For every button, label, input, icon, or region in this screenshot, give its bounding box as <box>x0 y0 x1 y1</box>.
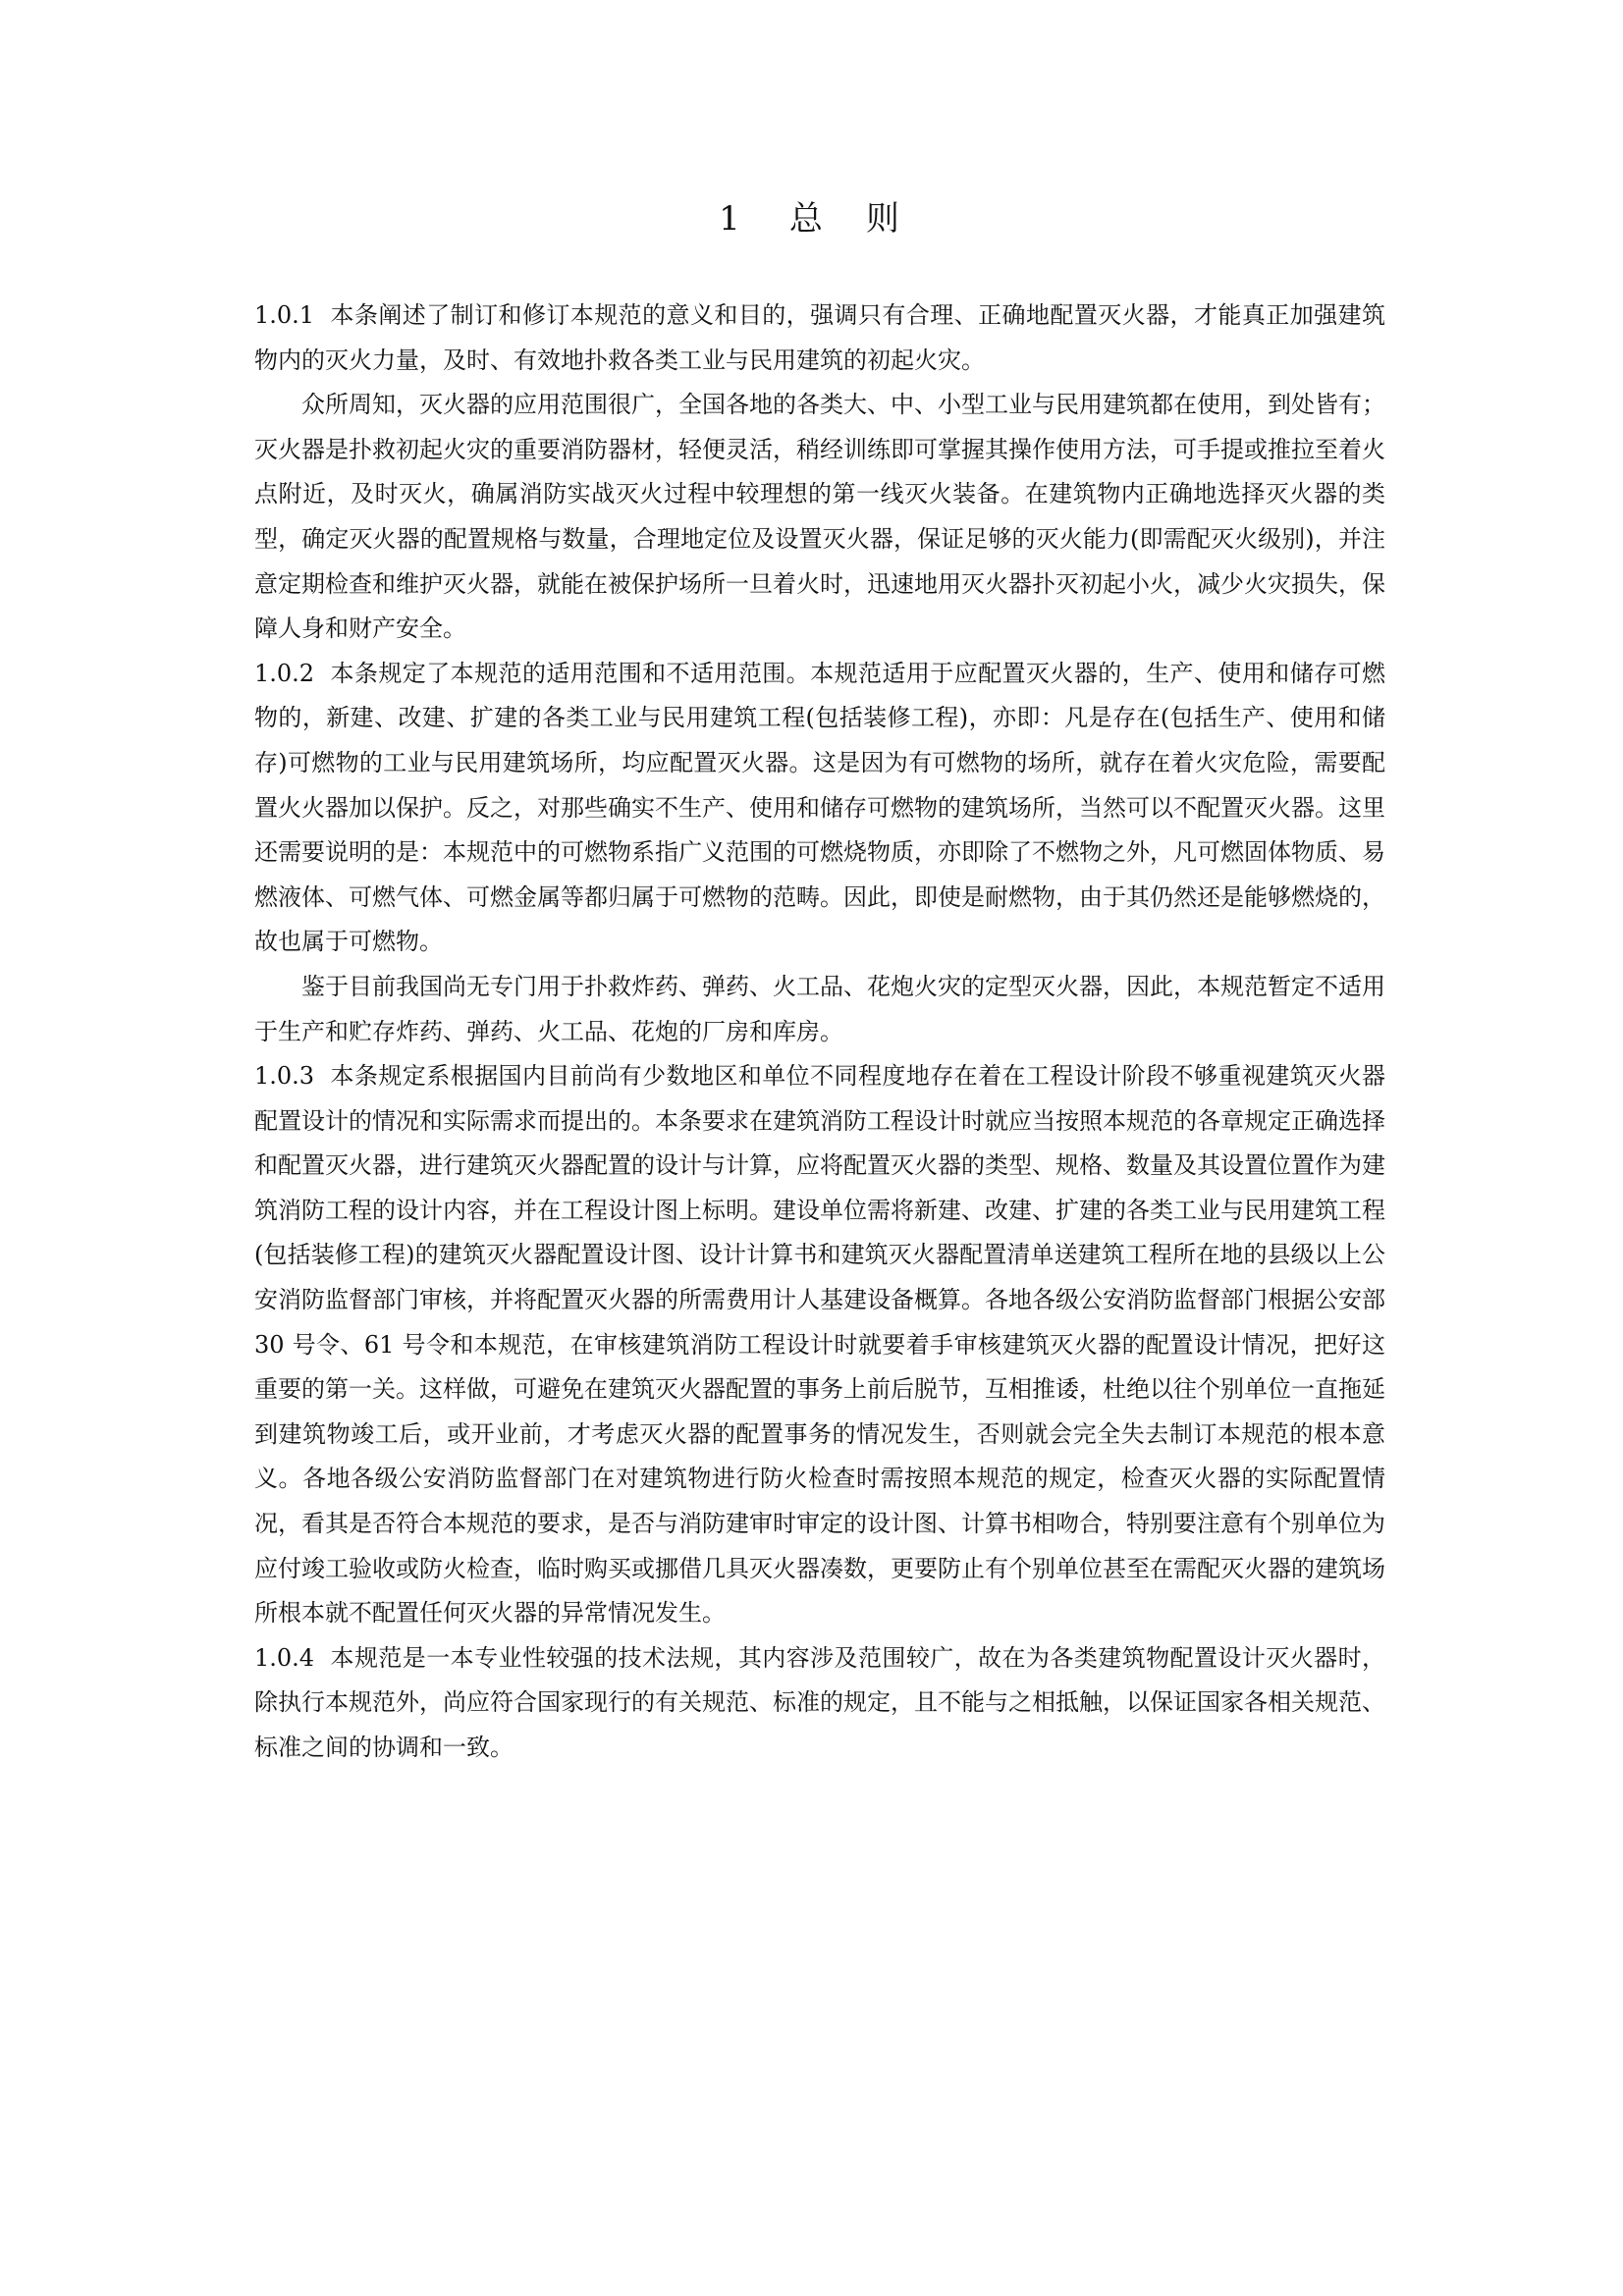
paragraph-text: 本条规定了本规范的适用范围和不适用范围。本规范适用于应配置灭火器的，生产、使用和储存可燃物的，新建、改建、扩建的各类工业与民用建筑工程(包括装修工程)，亦即：凡是存在(包括生产、使用和储存)可燃物的工业与民用建筑场所，均应配置灭火器。这是因为有可燃物的场所，就存在着火灾危险，需要配置火火器加以保护。反之，对那些确实不生产、使用和储存可燃物的建筑场所，当然可以不配置灭火器。这里还需要说明的是：本规范中的可燃物系指广义范围的可燃烧物质，亦即除了不燃物之外，凡可燃固体物质、易燃液体、可燃气体、可燃金属等都归属于可燃物的范畴。因此，即使是耐燃物，由于其仍然还是能够燃烧的，故也属于可燃物。 <box>254 659 1385 956</box>
chapter-title-char-2: 则 <box>865 199 899 239</box>
clause-number: 1.0.1 <box>254 301 315 329</box>
paragraph-text: 本条规定系根据国内目前尚有少数地区和单位不同程度地存在着在工程设计阶段不够重视建筑灭火器配置设计的情况和实际需求而提出的。本条要求在建筑消防工程设计时就应当按照本规范的各章规定正确选择和配置灭火器，进行建筑灭火器配置的设计与计算，应将配置灭火器的类型、规格、数量及其设置位置作为建筑消防工程的设计内容，并在工程设计图上标明。建设单位需将新建、改建、扩建的各类工业与民用建筑工程(包括装修工程)的建筑灭火器配置设计图、设计计算书和建筑灭火器配置清单送建筑工程所在地的县级以上公安消防监督部门审核，并将配置灭火器的所需费用计人基建设备概算。各地各级公安消防监督部门根据公安部 30 号令、61 号令和本规范，在审核建筑消防工程设计时就要着手审核建筑灭火器的配置设计情况，把好这重要的第一关。这样做，可避免在建筑灭火器配置的事务上前后脱节，互相推诿，杜绝以往个别单位一直拖延到建筑物竣工后，或开业前，才考虑灭火器的配置事务的情况发生，否则就会完全失去制订本规范的根本意义。各地各级公安消防监督部门在对建筑物进行防火检查时需按照本规范的规定，检查灭火器的实际配置情况，看其是否符合本规范的要求，是否与消防建审时审定的设计图、计算书相吻合，特别要注意有个别单位为应付竣工验收或防火检查，临时购买或挪借几具灭火器凑数，更要防止有个别单位甚至在需配灭火器的建筑场所根本就不配置任何灭火器的异常情况发生。 <box>254 1062 1385 1628</box>
chapter-number: 1 <box>719 199 740 239</box>
chapter-title-char-1: 总 <box>788 199 823 239</box>
clause-paragraph <box>254 1636 1385 1771</box>
section-1-0-4 <box>254 1636 1385 1771</box>
document-page <box>254 191 1385 1771</box>
clause-number: 1.0.2 <box>254 659 315 687</box>
paragraph-text: 本规范是一本专业性较强的技术法规，其内容涉及范围较广，故在为各类建筑物配置设计灭火器时，除执行本规范外，尚应符合国家现行的有关规范、标准的规定，且不能与之相抵触，以保证国家各相关规范、标准之间的协调和一致。 <box>254 1643 1385 1761</box>
section-1-0-1 <box>254 294 1385 652</box>
section-1-0-2 <box>254 652 1385 1054</box>
section-1-0-3 <box>254 1054 1385 1636</box>
clause-paragraph <box>254 652 1385 965</box>
paragraph: 众所周知，灭火器的应用范围很广，全国各地的各类大、中、小型工业与民用建筑都在使用，到处皆有；灭火器是扑救初起火灾的重要消防器材，轻便灵活，稍经训练即可掌握其操作使用方法，可手提或推拉至着火点附近，及时灭火，确属消防实战灭火过程中较理想的第一线灭火装备。在建筑物内正确地选择灭火器的类型，确定灭火器的配置规格与数量，合理地定位及设置灭火器，保证足够的灭火能力(即需配灭火级别)，并注意定期检查和维护灭火器，就能在被保护场所一旦着火时，迅速地用灭火器扑灭初起小火，减少火灾损失，保障人身和财产安全。 <box>254 391 1385 643</box>
clause-number: 1.0.4 <box>254 1643 315 1672</box>
paragraph-text: 本条阐述了制订和修订本规范的意义和目的，强调只有合理、正确地配置灭火器，才能真正加强建筑物内的灭火力量，及时、有效地扑救各类工业与民用建筑的初起火灾。 <box>254 301 1385 374</box>
clause-number: 1.0.3 <box>254 1062 315 1091</box>
paragraph: 鉴于目前我国尚无专门用于扑救炸药、弹药、火工品、花炮火灾的定型灭火器，因此，本规范暂定不适用于生产和贮存炸药、弹药、火工品、花炮的厂房和库房。 <box>254 972 1385 1045</box>
clause-paragraph <box>254 294 1385 383</box>
clause-paragraph <box>254 1054 1385 1636</box>
chapter-title <box>254 191 1385 246</box>
